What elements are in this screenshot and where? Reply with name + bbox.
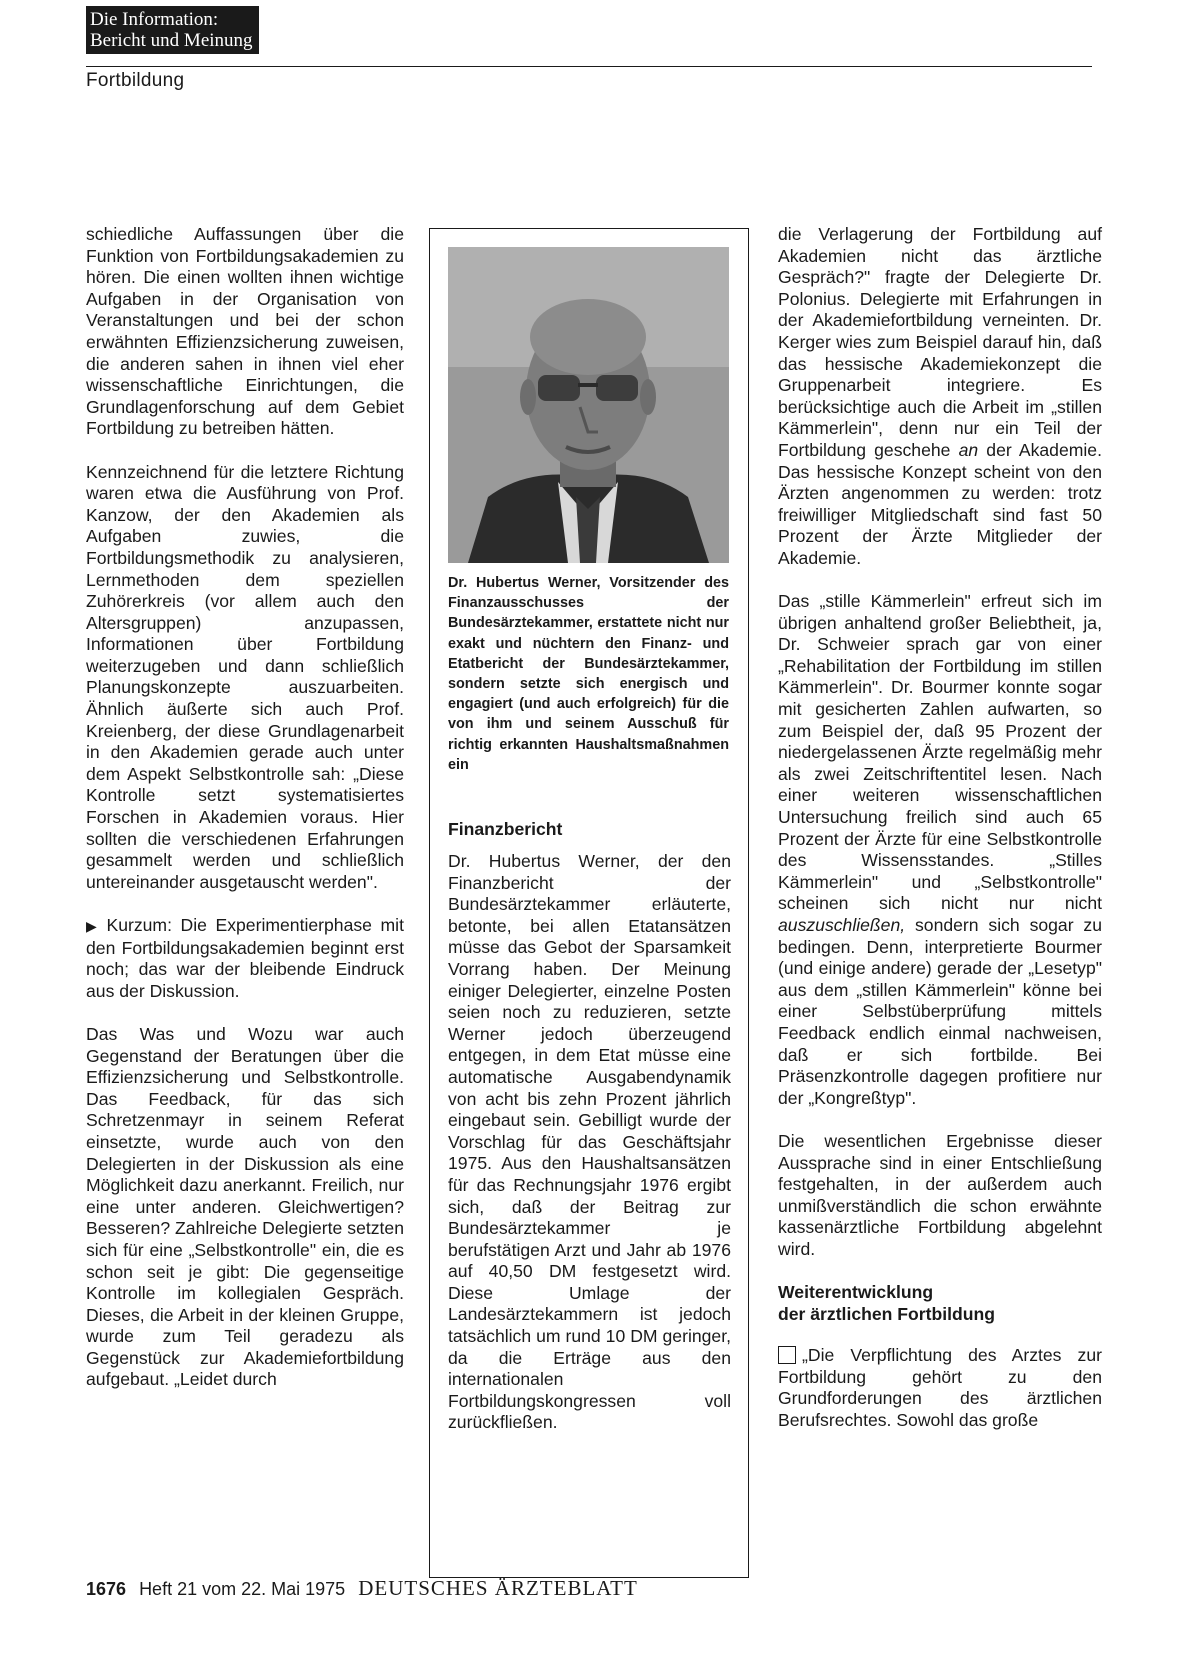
issue-info: Heft 21 vom 22. Mai 1975 xyxy=(139,1579,346,1599)
badge-line-2: Bericht und Meinung xyxy=(90,30,253,51)
sidebar-box xyxy=(429,228,749,1578)
paragraph: Das „stille Kämmerlein" erfreut sich im übrigen anhaltend großer Beliebtheit, ja, Dr. Schweier sprach gar von einer „Rehabilitation der Fortbildung im stillen Kämmerlein". Dr. Bourmer konnte sogar mit gesicherten Zahlen aufwarten, so zum Beispiel der, daß 95 Prozent der niedergelassenen Ärzte regelmäßig mehr als zwei Zeitschriftentitel lesen. Nach einer weiteren wissenschaftlichen Untersuchung freilich sind auch 65 Prozent der Ärzte für eine Selbstkontrolle des Wissensstandes. „Stilles Kämmerlein" und „Selbstkontrolle" scheinen sich nicht nur nicht auszuschließen, sondern sich sogar zu bedingen. Denn, interpretierte Bourmer (und einige andere) gerade der „Lesetyp" aus dem „stillen Kämmerlein" könne bei einer Selbstüberprüfung mittels Feedback endlich einmal nachweisen, daß er sich fortbilde. Bei Präsenzkontrolle dagegen profitiere nur der „Kongreßtyp". xyxy=(778,591,1103,1108)
section-badge xyxy=(86,6,259,54)
portrait-photo xyxy=(448,247,729,563)
subheading: Weiterentwicklung der ärztlichen Fortbildung xyxy=(778,1282,995,1324)
column-left xyxy=(86,224,404,1391)
square-bullet-icon xyxy=(778,1346,796,1364)
paragraph: schiedliche Auffassungen über die Funktion von Fortbildungsakademien zu hören. Die einen wollten ihnen wichtige Aufgaben in der Organisation von Veranstaltungen und bei der schon erwähnten Effizienzsicherung zuweisen, die anderen sahen in ihnen viel eher wissenschaftliche Einrichtungen, die Grundlagenforschung auf dem Gebiet Fortbildung zu betreiben hätten. xyxy=(86,224,404,439)
paragraph: die Verlagerung der Fortbildung auf Akademien nicht das ärztliche Gespräch?" fragte der Delegierte Dr. Polonius. Delegierte mit Erfahrungen in der Akademiefortbildung verneinten. Dr. Kerger wies zum Beispiel darauf hin, daß das hessische Akademiekonzept die Gruppenarbeit integriere. Es berücksichtige auch die Arbeit im „stillen Kämmerlein", denn nur ein Teil der Fortbildung geschehe an der Akademie. Das hessische Konzept scheint von den Ärzten angenommen zu werden: trotz freiwilliger Mitgliedschaft sind fast 50 Prozent der Ärzte Mitglieder der Akademie. xyxy=(778,224,1102,568)
box-text: Dr. Hubertus Werner, der den Finanzbericht der Bundesärztekammer erläuterte, betonte, bei allen Etatansätzen müsse das Gebot der Sparsamkeit Vorrang haben. Der Meinung einiger Delegierter, einzelne Posten seien noch zu reduzieren, setzte Werner jedoch überzeugend entgegen, in dem Etat müsse eine automatische Ausgabendynamik von acht bis zehn Prozent jährlich eingebaut sein. Gebilligt wurde der Vorschlag für das Geschäftsjahr 1975. Aus den Haushaltsansätzen für das Rechnungsjahr 1976 ergibt sich, daß der Beitrag zur Bundesärztekammer je berufstätigen Arzt und Jahr ab 1976 auf 40,50 DM festgesetzt wird. Diese Umlage der Landesärztekammern ist jedoch tatsächlich um rund 10 DM geringer, da die Erträge aus den internationalen Fortbildungskongressen voll zurückfließen. xyxy=(448,851,731,1433)
emphasis: auszuschließen, xyxy=(778,915,906,935)
section-label: Fortbildung xyxy=(86,70,185,91)
header-rule xyxy=(86,66,1092,67)
box-heading: Finanzbericht xyxy=(448,819,563,839)
paragraph-summary: ▶ Kurzum: Die Experimentierphase mit den Fortbildungsakademien beginnt erst noch; das war der bleibende Eindruck aus der Diskussion. xyxy=(86,915,404,1001)
badge-line-1: Die Information: xyxy=(90,9,219,30)
triangle-bullet-icon: ▶ xyxy=(86,918,101,934)
page-number: 1676 xyxy=(86,1579,127,1599)
magazine-title: DEUTSCHES ÄRZTEBLATT xyxy=(358,1576,638,1600)
paragraph: Das Was und Wozu war auch Gegenstand der Beratungen über die Effizienzsicherung und Selbstkontrolle. Das Feedback, für das sich Schretzenmayr in seinem Referat einsetzte, wurde auch von den Delegierten in der Diskussion als eine Möglichkeit dazu anerkannt. Freilich, nur eine unter anderen. Gleichwertigen? Besseren? Zahlreiche Delegierte setzten sich für eine „Selbstkontrolle" ein, die es schon seit je gibt: Die gegenseitige Kontrolle im kollegialen Gespräch. Dieses, die Arbeit in der kleinen Gruppe, wurde zum Teil geradezu als Gegenstück zur Akademiefortbildung aufgebaut. „Leidet durch xyxy=(86,1023,404,1390)
emphasis: an xyxy=(958,439,979,460)
paragraph: Kennzeichnend für die letztere Richtung waren etwa die Ausführung von Prof. Kanzow, der den Akademien als Aufgaben zuwies, die Fortbildungsmethodik zu analysieren, Lernmethoden dem speziellen Zuhörerkreis (vor allem auch den Altersgruppen) anzupassen, Informationen über Fortbildung weiterzugeben und dann schließlich Planungskonzepte auszuarbeiten. Ähnlich äußerte sich auch Prof. Kreienberg, der diese Grundlagenarbeit in den Akademien gerade auch unter dem Aspekt Selbstkontrolle sah: „Diese Kontrolle setzt systematisiertes Forschen in Akademien voraus. Hier sollten die verschiedenen Erfahrungen gesammelt werden und schließlich untereinander ausgetauscht werden". xyxy=(86,461,404,892)
paragraph: „Die Verpflichtung des Arztes zur Fortbildung gehört zu den Grundforderungen des ärztlichen Berufsrechtes. Sowohl das große xyxy=(778,1345,1102,1431)
photo-caption: Dr. Hubertus Werner, Vorsitzender des Finanzausschusses der Bundesärztekammer, erstattete nicht nur exakt und nüchtern den Finanz- und Etatbericht der Bundesärztekammer, sondern setzte sich energisch und engagiert (und auch erfolgreich) für die von ihm und seinem Ausschuß für richtig erkannten Haushaltsmaßnahmen ein xyxy=(448,575,729,773)
paragraph: Die wesentlichen Ergebnisse dieser Aussprache sind in einer Entschließung festgehalten, in der außerdem auch unmißverständlich die schon erwähnte kassenärztliche Fortbildung abgelehnt wird. xyxy=(778,1130,1102,1259)
column-right xyxy=(778,224,1102,1432)
page-footer xyxy=(86,1576,638,1601)
